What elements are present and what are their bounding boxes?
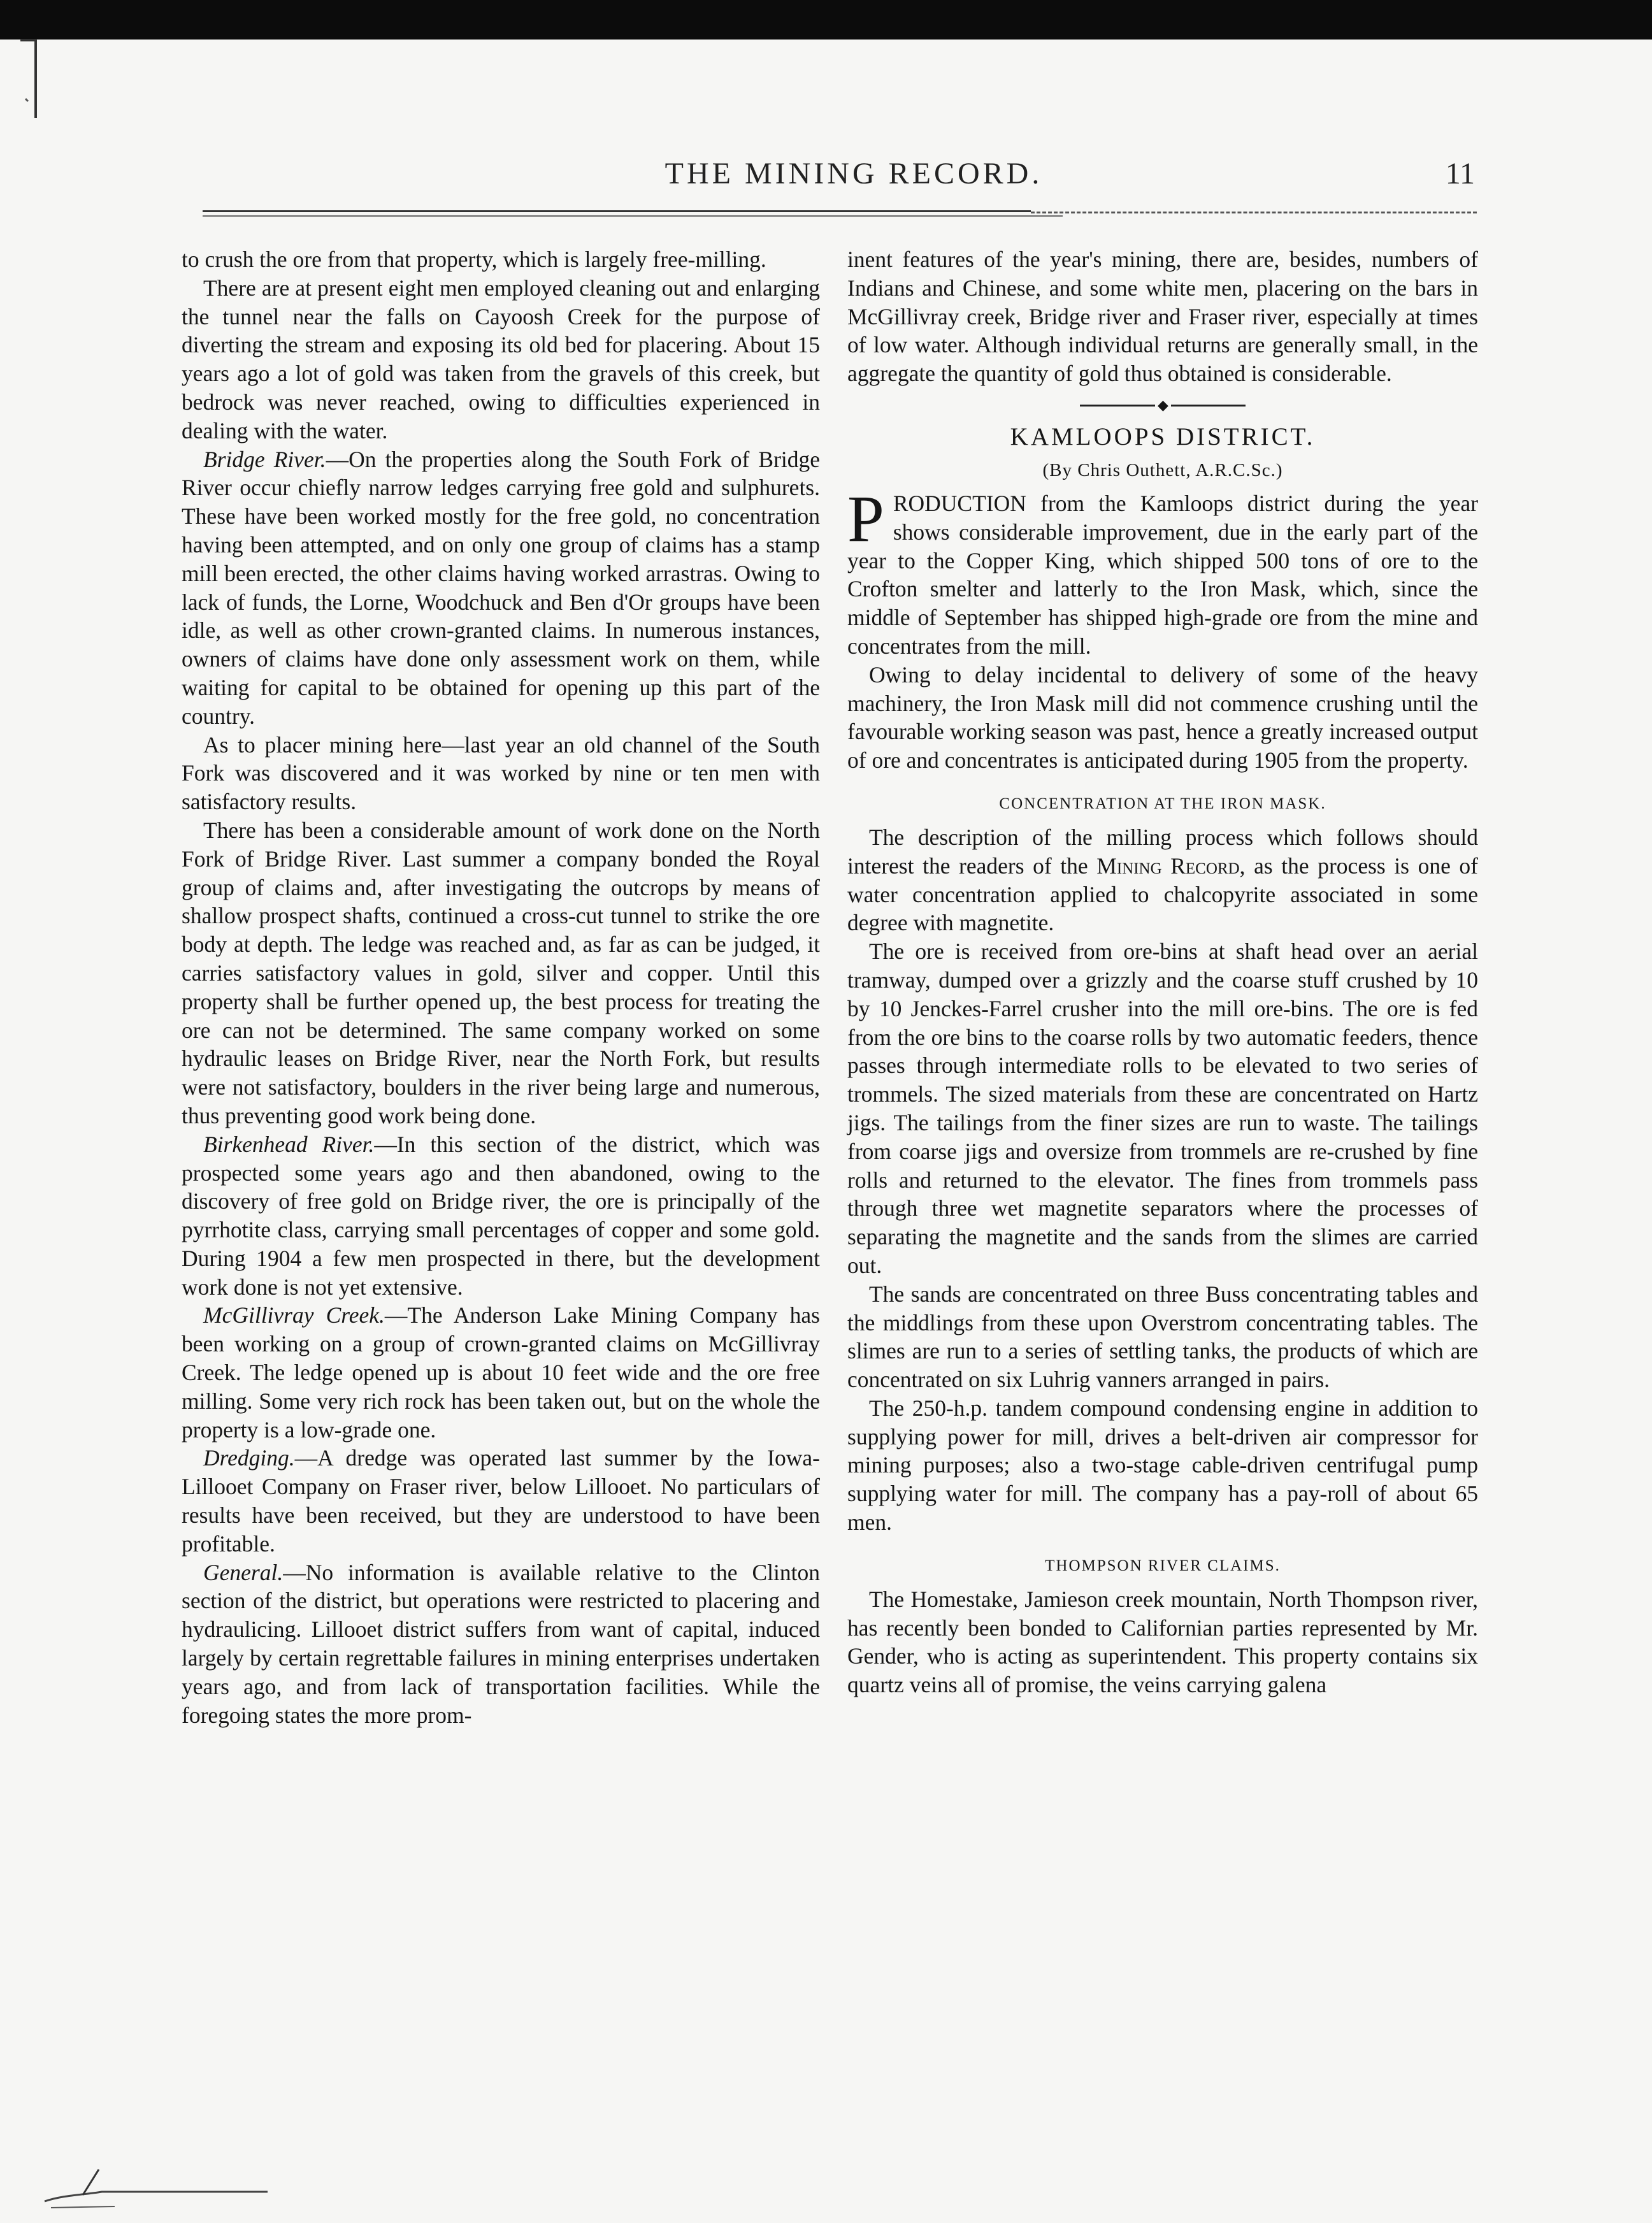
paragraph-text: The ore is received from ore-bins at shaft head over an aerial tramway, dumped over a grizzly and the coarse stuff crushed by 10 by 10 Jenckes-Farrel crusher into the mill ore-bins. The ore is fed from the ore bins to the coarse rolls by two automatic feeders, thence passes through intermediate rolls to be elevated to two series of trommels. The sized materials from these are concentrated on Hartz jigs. The tailings from the finer sizes are run to waste. The tailings from coarse jigs and oversize from trommels are re-crushed by fine rolls and returned to the elevator. The fines from trommels pass through three wet magnetite separators where the processes of separating the magnetite and the sands from the slimes are carried out. xyxy=(847,939,1478,1278)
iron-mask-body xyxy=(847,937,1478,1537)
paragraph xyxy=(182,731,820,816)
lead-text: from the Kamloops district during the year shows considerable improvement, due in the early part of the year to the Copper King, which shipped 500 tons of ore to the Crofton smelter and latterly to the Iron Mask, which, since the middle of September has shipped high-grade ore from the mine and concentrates from the mill. xyxy=(847,490,1478,659)
paragraph-text: As to placer mining here—last year an old channel of the South Fork was discovered and it was worked by nine or ten men with satisfactory results. xyxy=(182,731,820,815)
paragraph xyxy=(847,661,1478,775)
lead-caps: RODUCTION xyxy=(893,490,1026,516)
journal-name: Mining Record xyxy=(1096,853,1240,879)
scan-bottom-mark xyxy=(38,2157,268,2214)
paragraph xyxy=(847,1280,1478,1394)
paragraph xyxy=(847,937,1478,1280)
scan-margin-mark xyxy=(19,35,45,124)
paragraph xyxy=(182,1444,820,1558)
paragraph xyxy=(847,1394,1478,1537)
header-rule xyxy=(203,210,1477,217)
kamloops-lead-paragraph xyxy=(847,482,1478,661)
run-in-heading: Bridge River. xyxy=(203,446,326,472)
paragraph xyxy=(847,245,1478,388)
run-in-heading: General. xyxy=(203,1559,284,1585)
paragraph-text: —The Anderson Lake Mining Company has been working on a group of crown-granted claims on McGillivray Creek. The ledge opened up is about 10 feet wide and the ore free milling. Some very rich rock has been taken out, but on the whole the property is a low-grade one. xyxy=(182,1302,820,1442)
kamloops-byline: (By Chris Outhett, A.R.C.Sc.) xyxy=(1042,459,1283,480)
paragraph-text: to crush the ore from that property, which is largely free-milling. xyxy=(182,247,766,272)
run-in-heading: McGillivray Creek. xyxy=(203,1302,385,1328)
right-column xyxy=(847,245,1478,1699)
paragraph xyxy=(182,445,820,731)
paragraph-text: There has been a considerable amount of work done on the North Fork of Bridge River. Last summer a company bonded the Royal group of claims and, after investigating the outcrops by means of shallow prospect shafts, continued a cross-cut tunnel to strike the ore body at depth. The ledge was reached and, as far as can be judged, it carries satisfactory values in gold, silver and copper. Until this property shall be further opened up, the best process for treating the ore can not be determined. The same company worked on some hydraulic leases on Bridge River, near the North Fork, but results were not satisfactory, boulders in the river being large and numerous, thus preventing good work being done. xyxy=(182,817,820,1128)
paragraph xyxy=(182,245,820,274)
kamloops-body xyxy=(847,661,1478,775)
paragraph xyxy=(182,274,820,445)
paragraph-text: —No information is available relative to the Clinton section of the district, but operations were restricted to placering and hydraulicing. Lillooet district suffers from want of capital, induced largely by certain regrettable failures in mining enterprises undertaken years ago, and from lack of transportation facilities. While the foregoing states the more prom- xyxy=(182,1559,820,1728)
right-intro xyxy=(847,245,1478,388)
page-number: 11 xyxy=(1445,157,1475,191)
paragraph-text: The sands are concentrated on three Buss concentrating tables and the middlings from these upon Overstrom concentrating tables. The slimes are run to a series of settling tanks, the products of which are concentrated on six Luhrig vanners arranged in pairs. xyxy=(847,1281,1478,1393)
paragraph xyxy=(182,1130,820,1302)
paragraph-text: —In this section of the district, which was prospected some years ago and then abandoned, owing to the discovery of free gold on Bridge river, the ore is principally of the pyrrhotite class, carrying small percentages of copper and some gold. During 1904 a few men prospected in there, but the development work done is not yet extensive. xyxy=(182,1131,820,1300)
thompson-body xyxy=(847,1585,1478,1699)
run-in-heading: Dredging. xyxy=(203,1445,295,1471)
section-divider: ◆ xyxy=(1080,405,1246,406)
paragraph xyxy=(182,816,820,1130)
paragraph-text: —On the properties along the South Fork of Bridge River occur chiefly narrow ledges carrying free gold and sulphurets. These have been worked mostly for the free gold, no concentration having been attempted, and on only one group of claims has a stamp mill been erected, the other claims having worked arrastras. Owing to lack of funds, the Lorne, Woodchuck and Ben d'Or groups have been idle, as well as other crown-granted claims. In numerous instances, owners of claims have done only assessment work on them, while waiting for capital to be obtained for opening up this part of the country. xyxy=(182,446,821,729)
run-in-heading: Birkenhead River. xyxy=(203,1131,375,1157)
left-column xyxy=(182,245,820,1729)
drop-cap: P xyxy=(847,482,884,556)
paragraph xyxy=(847,1585,1478,1699)
page-header xyxy=(0,156,1652,201)
paragraph-text: Owing to delay incidental to delivery of some of the heavy machinery, the Iron Mask mill did not commence crushing until the favourable working season was past, hence a greatly increased output of ore and concentrates is anticipated during 1905 from the property. xyxy=(847,661,1478,773)
running-title: THE MINING RECORD. xyxy=(664,157,1043,191)
paragraph xyxy=(182,1558,820,1730)
iron-mask-subhead: CONCENTRATION AT THE IRON MASK. xyxy=(999,795,1326,812)
scan-top-border xyxy=(0,0,1652,40)
paragraph-text: There are at present eight men employed cleaning out and enlarging the tunnel near the falls on Cayoosh Creek for the purpose of diverting the stream and exposing its old bed for placering. About 15 years ago a lot of gold was taken from the gravels of this creek, but bedrock was never reached, owing to difficulties experienced in dealing with the water. xyxy=(182,275,820,443)
thompson-subhead: THOMPSON RIVER CLAIMS. xyxy=(1045,1557,1281,1574)
paragraph-text: inent features of the year's mining, there are, besides, numbers of Indians and Chinese, and some white men, placering on the bars in McGillivray creek, Bridge river and Fraser river, especially at times of low water. Although individual returns are generally small, in the aggregate the quantity of gold thus obtained is considerable. xyxy=(847,247,1478,387)
kamloops-title: KAMLOOPS DISTRICT. xyxy=(1010,422,1316,450)
paragraph xyxy=(182,1301,820,1444)
paragraph-text: —A dredge was operated last summer by the Iowa-Lillooet Company on Fraser river, below Lillooet. No particulars of results have been received, but they are understood to have been profitable. xyxy=(182,1445,820,1557)
iron-mask-intro-paragraph: The description of the milling process which follows should interest the readers of the Mining Record, as the process is one of water concentration applied to chalcopyrite associated in some degree with magnetite. xyxy=(847,824,1478,936)
paragraph-text: The Homestake, Jamieson creek mountain, North Thompson river, has recently been bonded to Californian parties represented by Mr. Gender, who is acting as superintendent. This property contains six quartz veins all of promise, the veins carrying galena xyxy=(847,1586,1478,1698)
paragraph-text: The 250-h.p. tandem compound condensing engine in addition to supplying power for mill, drives a belt-driven air compressor for mining purposes; also a two-stage cable-driven centrifugal pump supplying water for mill. The company has a pay-roll of about 65 men. xyxy=(847,1395,1478,1536)
